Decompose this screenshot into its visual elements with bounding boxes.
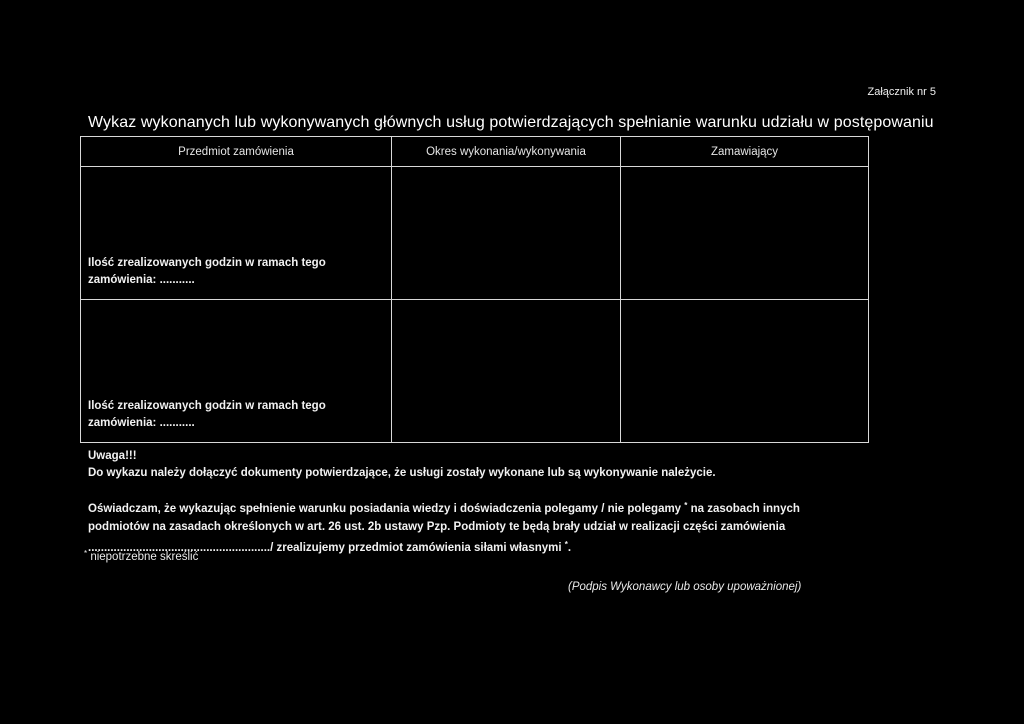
hours-label-line1: Ilość zrealizowanych godzin w ramach tego <box>88 400 326 412</box>
page-title: Wykaz wykonanych lub wykonywanych głównych usług potwierdzających spełnianie warunku udziału w postępowaniu <box>88 114 934 131</box>
hours-label-line2: zamówienia: ........... <box>88 417 195 429</box>
note-text: Do wykazu należy dołączyć dokumenty potwierdzające, że usługi zostały wykonane lub są wykonywanie należycie. <box>88 467 716 479</box>
header-client: Zamawiający <box>621 137 869 167</box>
footnote-mark: * <box>84 549 88 558</box>
hours-label-line2: zamówienia: ........... <box>88 274 195 286</box>
declaration-text <box>88 497 848 557</box>
hours-label <box>81 255 391 299</box>
declaration-end: . <box>567 542 572 554</box>
table-row <box>81 167 869 300</box>
footnote-mark: * <box>564 540 568 549</box>
header-period: Okres wykonania/wykonywania <box>392 137 621 167</box>
note-block <box>88 448 716 482</box>
signature-caption: (Podpis Wykonawcy lub osoby upoważnionej) <box>568 581 802 593</box>
table-row <box>81 300 869 443</box>
declaration-part3: ........................................................./ zrealizujemy przedmiot zamówienia siłami własnymi <box>88 542 565 554</box>
declaration-part1: Oświadczam, że wykazując spełnienie warunku posiadania wiedzy i doświadczenia polegamy / nie polegamy <box>88 503 685 515</box>
table-cell-client[interactable] <box>621 300 869 443</box>
table-cell-subject[interactable] <box>81 300 392 443</box>
header-subject: Przedmiot zamówienia <box>81 137 392 167</box>
declaration-part2: na zasobach innych podmiotów na zasadach określonych w art. 26 ust. 2b ustawy Pzp. Podmioty te będą brały udział w realizacji części zamówienia <box>88 503 800 533</box>
table-cell-period[interactable] <box>392 167 621 300</box>
footnote-text: niepotrzebne skreślić <box>87 551 199 563</box>
services-table <box>80 136 869 443</box>
attachment-label: Załącznik nr 5 <box>867 86 936 98</box>
table-header-row <box>81 137 869 167</box>
footnote-mark: * <box>684 501 688 510</box>
hours-label <box>81 398 391 442</box>
note-heading: Uwaga!!! <box>88 450 137 462</box>
table-cell-period[interactable] <box>392 300 621 443</box>
hours-label-line1: Ilość zrealizowanych godzin w ramach tego <box>88 257 326 269</box>
table-cell-subject[interactable] <box>81 167 392 300</box>
footnote <box>84 549 198 563</box>
table-cell-client[interactable] <box>621 167 869 300</box>
